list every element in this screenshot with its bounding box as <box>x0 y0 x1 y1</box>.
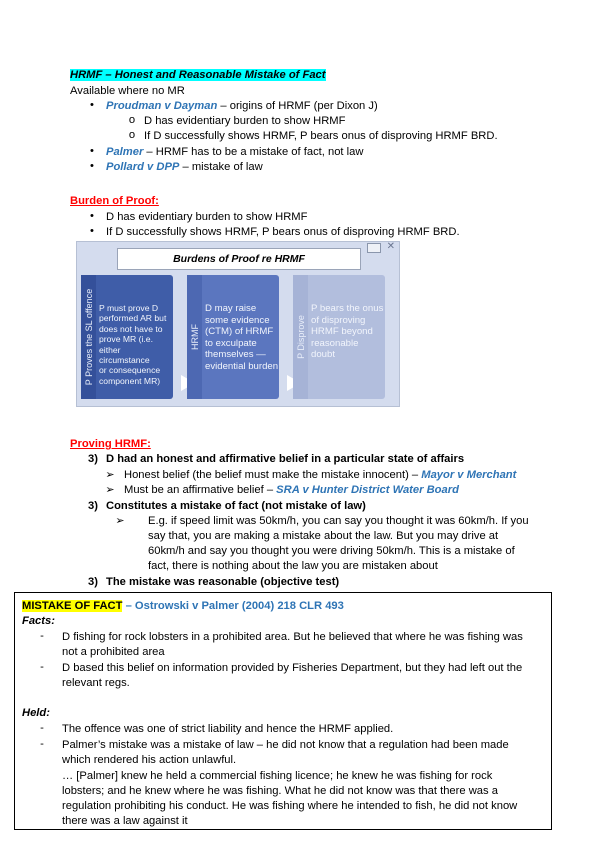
quote-line: regulation prohibiting his conduct. He was fishing where he intended to fish, he did not know <box>62 800 518 812</box>
case-title: MISTAKE OF FACT – Ostrowski v Palmer (2004) 218 CLR 493 <box>22 600 344 612</box>
diagram-column-sl-offence <box>81 275 173 399</box>
bullet-icon: • <box>90 225 94 237</box>
dash-bullet: - <box>40 630 44 642</box>
quote-line: … [Palmer] knew he held a commercial fishing licence; he knew he was fishing for rock <box>62 770 493 782</box>
burden-heading: Burden of Proof: <box>70 195 159 207</box>
hrmf-intro: Available where no MR <box>70 85 185 97</box>
paragraph-line: relevant regs. <box>62 677 130 689</box>
bullet-icon: • <box>90 160 94 172</box>
bullet-icon: • <box>90 145 94 157</box>
close-icon: ✕ <box>386 241 395 252</box>
point-text: D had an honest and affirmative belief in a particular state of affairs <box>106 453 465 465</box>
column-side: P Proves the SL offence <box>81 275 96 399</box>
paragraph-line: D fishing for rock lobsters in a prohibited area. But he believed that where he was fishing was <box>62 631 523 643</box>
paragraph-line: 60km/h and say you thought you were driving 50km/h. This is a mistake of <box>148 545 515 557</box>
list-item: Palmer – HRMF has to be a mistake of fact, not law <box>106 146 364 158</box>
column-side: HRMF <box>187 275 202 399</box>
list-item: If D successfully shows HRMF, P bears onus of disproving HRMF BRD. <box>144 130 498 142</box>
column-side: P Disprove <box>293 275 308 399</box>
dash-bullet: - <box>40 661 44 673</box>
column-text: D may raise some evidence (CTM) of HRMF to exculpate themselves — evidential burden <box>205 303 279 372</box>
point-number: 3) <box>88 500 98 512</box>
diagram-column-disprove <box>293 275 385 399</box>
paragraph-line: The offence was one of strict liability and hence the HRMF applied. <box>62 723 394 735</box>
paragraph-line: which rendered his action unlawful. <box>62 754 237 766</box>
burdens-diagram <box>76 241 400 407</box>
column-text: P bears the onus of disproving HRMF beyond reasonable doubt <box>311 303 384 361</box>
bullet-icon: • <box>90 210 94 222</box>
paragraph-line: say that, you are making a mistake about the law. But you may drive at <box>148 530 499 542</box>
list-item: D has evidentiary burden to show HRMF <box>144 115 346 127</box>
proving-heading: Proving HRMF: <box>70 438 151 450</box>
bullet-icon: • <box>90 99 94 111</box>
dash-bullet: - <box>40 738 44 750</box>
list-item: Pollard v DPP – mistake of law <box>106 161 263 173</box>
held-label: Held: <box>22 707 50 719</box>
circle-bullet-icon: o <box>128 114 136 126</box>
list-item: Must be an affirmative belief – SRA v Hunter District Water Board <box>124 484 459 496</box>
point-number: 3) <box>88 453 98 465</box>
arrow-bullet-icon: ➢ <box>105 484 115 496</box>
diagram-column-hrmf <box>187 275 279 399</box>
paragraph-line: D based this belief on information provided by Fisheries Department, but they had left out the <box>62 662 523 674</box>
diagram-toggle-icon <box>367 243 381 253</box>
list-item: If D successfully shows HRMF, P bears onus of disproving HRMF BRD. <box>106 226 460 238</box>
list-item: D has evidentiary burden to show HRMF <box>106 211 308 223</box>
paragraph-line: not a prohibited area <box>62 646 165 658</box>
diagram-title: Burdens of Proof re HRMF <box>117 248 361 270</box>
point-text: Constitutes a mistake of fact (not mistake of law) <box>106 500 366 512</box>
list-item: Honest belief (the belief must make the mistake innocent) – Mayor v Merchant <box>124 469 517 481</box>
point-number: 3) <box>88 576 98 588</box>
quote-line: lobsters; and he knew where he was fishing. What he did not know was that there was a <box>62 785 498 797</box>
paragraph-line: fact, there is nothing about the law you are mistaken about <box>148 560 438 572</box>
facts-label: Facts: <box>22 615 55 627</box>
circle-bullet-icon: o <box>128 129 136 141</box>
column-text: P must prove D performed AR but does not have to prove MR (i.e. either circumstance or consequence component MR) <box>99 303 167 386</box>
arrow-bullet-icon: ➢ <box>115 515 125 527</box>
dash-bullet: - <box>40 722 44 734</box>
hrmf-heading: HRMF – Honest and Reasonable Mistake of Fact <box>70 69 326 81</box>
arrow-bullet-icon: ➢ <box>105 469 115 481</box>
paragraph-line: E.g. if speed limit was 50km/h, you can say you thought it was 60km/h. If you <box>148 515 529 527</box>
list-item: Proudman v Dayman – origins of HRMF (per Dixon J) <box>106 100 378 112</box>
point-text: The mistake was reasonable (objective test) <box>106 576 340 588</box>
paragraph-line: Palmer’s mistake was a mistake of law – he did not know that a regulation had been made <box>62 739 509 751</box>
quote-line: there was a law against it <box>62 815 188 827</box>
